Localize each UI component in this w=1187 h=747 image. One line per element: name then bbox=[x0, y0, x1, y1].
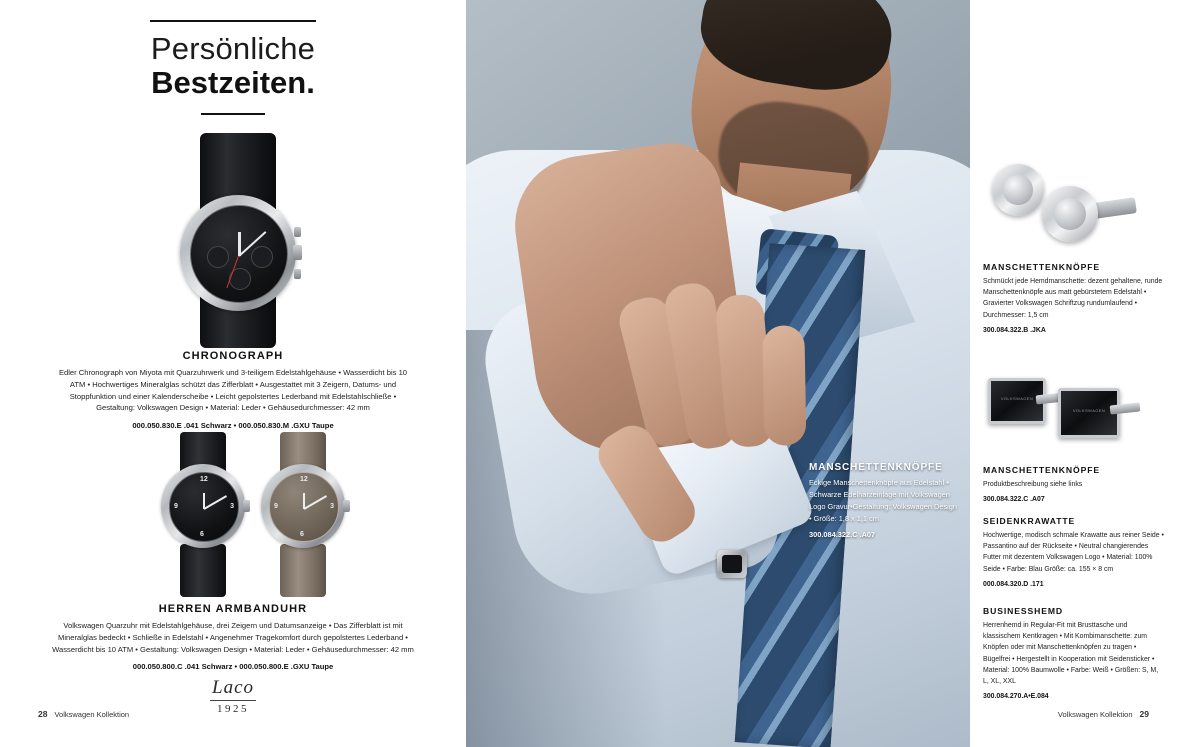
wristwatch-taupe bbox=[248, 432, 358, 597]
cufflink-post bbox=[1093, 197, 1137, 219]
dial-marker-3: 3 bbox=[330, 503, 334, 510]
product-description: Schmückt jede Hemdmanschette: dezent gehaltene, runde Manschettenknöpfe aus matt gebürstetem Edelstahl • Gravierter Volkswagen Schriftzug rundumlaufend • Durchmesser: 1,5 cm bbox=[983, 278, 1163, 319]
herren-armbanduhr-title: HERREN ARMBANDUHR bbox=[158, 603, 308, 615]
dial-marker-12: 12 bbox=[200, 476, 208, 483]
wristwatch-taupe-strap-lower bbox=[280, 544, 326, 597]
chronograph-text-block bbox=[0, 350, 466, 430]
watch-subdial-right bbox=[251, 246, 273, 268]
wristwatch-taupe-crown bbox=[343, 500, 350, 512]
photo-caption-block bbox=[809, 462, 959, 539]
laco-brand-year: 1925 bbox=[217, 703, 249, 715]
headline-line-2: Bestzeiten. bbox=[151, 65, 315, 101]
footer-right-text: Volkswagen Kollektion bbox=[1057, 710, 1133, 719]
chronograph-watch-image bbox=[148, 133, 328, 348]
watch-dial bbox=[190, 205, 288, 303]
product-title: BUSINESSHEMD bbox=[983, 606, 1064, 616]
wristwatch-taupe-minute-hand bbox=[304, 495, 328, 510]
herren-armbanduhr-description: Volkswagen Quarzuhr mit Edelstahlgehäuse, drei Zeigern und Datumsanzeige • Das Zifferblatt ist mit Mineralglas bedeckt • Schließe in Edelstahl • Angenehmer Tragekomfort durch gepolstertes Lederband • Wasserdicht bis 10 ATM • Gestaltung: Volkswagen Design • Material: Leder • Gehäusedurchmesser: 42 mm bbox=[52, 621, 414, 654]
herren-armbanduhr-text-block bbox=[0, 603, 466, 671]
dial-marker-9: 9 bbox=[174, 503, 178, 510]
product-article-code: 300.084.270.A•E.084 bbox=[983, 693, 1049, 701]
wristwatch-taupe-case bbox=[261, 464, 345, 548]
watch-crown bbox=[293, 245, 302, 260]
product-article-code: 300.084.322.B .JKA bbox=[983, 326, 1046, 334]
product-block-businesshemd bbox=[983, 606, 1165, 700]
product-description: Produktbeschreibung siehe links bbox=[983, 481, 1083, 488]
photo-cufflink bbox=[717, 550, 747, 578]
chronograph-article-code: 000.050.830.E .041 Schwarz • 000.050.830.M .GXU Taupe bbox=[132, 421, 334, 431]
photo-caption-article-code: 300.084.322.C .A07 bbox=[809, 530, 876, 540]
footer-right bbox=[1058, 709, 1149, 719]
watch-pusher-bottom bbox=[294, 269, 301, 279]
round-cufflink-back bbox=[1042, 186, 1098, 242]
chronograph-title: CHRONOGRAPH bbox=[182, 350, 284, 362]
headline-block bbox=[0, 20, 466, 115]
wristwatch-black-minute-hand bbox=[204, 495, 228, 510]
headline-rule-bottom bbox=[201, 113, 265, 115]
product-title: SEIDENKRAWATTE bbox=[983, 516, 1076, 526]
round-cufflinks-image bbox=[980, 160, 1180, 255]
round-cufflink-front bbox=[992, 164, 1044, 216]
dial-marker-3: 3 bbox=[230, 503, 234, 510]
square-cufflink-arm-back bbox=[1110, 402, 1141, 414]
footer-left-text: Volkswagen Kollektion bbox=[54, 710, 130, 719]
hero-photo bbox=[466, 0, 970, 747]
dial-marker-9: 9 bbox=[274, 503, 278, 510]
chronograph-description: Edler Chronograph von Miyota mit Quarzuhrwerk und 3-teiligem Edelstahlgehäuse • Wasserdicht bis 10 ATM • Hochwertiges Mineralglas schützt das Zifferblatt • Ausgestattet mit 3 Zeigern, Datums- und Stoppfunktion und einer Kalenderscheibe • Leicht gepolstertes Lederband mit Edelstahlschließe • Gestaltung: Volkswagen Design • Material: Leder • Gehäusedurchmesser: 42 mm bbox=[58, 368, 408, 413]
laco-brand-name: Laco bbox=[212, 677, 254, 698]
product-block-manschettenknoepfe-rund bbox=[983, 262, 1165, 334]
product-article-code: 300.084.322.C .A07 bbox=[983, 496, 1045, 504]
product-block-seidenkrawatte bbox=[983, 516, 1165, 588]
watch-case bbox=[180, 195, 296, 311]
left-page bbox=[0, 0, 466, 747]
product-title: MANSCHETTENKNÖPFE bbox=[983, 465, 1100, 475]
watch-subdial-left bbox=[207, 246, 229, 268]
headline-line-1: Persönliche bbox=[150, 31, 316, 66]
product-description: Hochwertige, modisch schmale Krawatte aus reiner Seide • Passantino auf der Rückseite • Neutral changierendes Futter mit dezentem Volkswagen Logo • Material: 100% Seide • Farbe: Blau Größe: ca. 155 × 8 cm bbox=[983, 532, 1164, 573]
wristwatch-black bbox=[148, 432, 258, 597]
dial-marker-6: 6 bbox=[200, 531, 204, 538]
product-title: MANSCHETTENKNÖPFE bbox=[983, 262, 1100, 272]
wristwatch-black-strap-lower bbox=[180, 544, 226, 597]
cufflink-engraving-label: VOLKSWAGEN bbox=[1072, 407, 1106, 413]
dial-marker-6: 6 bbox=[300, 531, 304, 538]
laco-divider bbox=[210, 700, 256, 701]
product-block-manschettenknoepfe-eckig bbox=[983, 465, 1165, 503]
wristwatch-black-case bbox=[161, 464, 245, 548]
product-description: Herrenhemd in Regular-Fit mit Brusttasche und klassischem Kentkragen • Mit Kombimanschette: zum Knöpfen oder mit Manschettenknöpfen zu tragen • Bügelfrei • Hergestellt in Kooperation mit Seidensticker • Material: 100% Baumwolle • Farbe: Weiß • Größen: S, M, L, XL, XXL bbox=[983, 622, 1159, 685]
square-cufflinks-image bbox=[980, 368, 1180, 448]
footer-left bbox=[38, 709, 129, 719]
watch-pusher-top bbox=[294, 227, 301, 237]
page-number-right: 29 bbox=[1139, 709, 1149, 719]
page-number-left: 28 bbox=[38, 709, 48, 719]
wristwatch-taupe-dial bbox=[269, 472, 339, 542]
cufflink-engraving-label: VOLKSWAGEN bbox=[1000, 396, 1034, 402]
dial-marker-12: 12 bbox=[300, 476, 308, 483]
product-article-code: 000.084.320.D .171 bbox=[983, 580, 1044, 588]
headline-rule-top bbox=[150, 20, 316, 22]
photo-caption-description: Eckige Manschettenknöpfe aus Edelstahl • Schwarze Edelharzeinlage mit Volkswagen Logo Gravur•Gestaltung: Volkswagen Design • Größe: 1,8 x 1,1 cm bbox=[809, 478, 958, 523]
photo-finger-little bbox=[762, 325, 806, 446]
herren-armbanduhr-article-code: 000.050.800.C .041 Schwarz • 000.050.800.E .GXU Taupe bbox=[132, 662, 334, 672]
herren-armbanduhr-image bbox=[0, 432, 466, 597]
wristwatch-black-dial bbox=[169, 472, 239, 542]
photo-caption-title: MANSCHETTENKNÖPFE bbox=[809, 462, 943, 473]
